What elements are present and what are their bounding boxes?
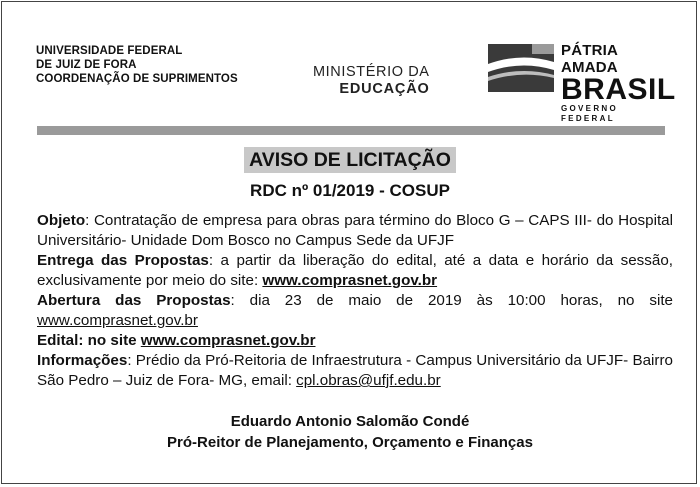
notice-subtitle: RDC nº 01/2019 - COSUP: [250, 181, 450, 200]
ministry-line-2: EDUCAÇÃO: [339, 81, 430, 97]
info-email-link[interactable]: cpl.obras@ufjf.edu.br: [296, 372, 441, 389]
organization-block: [36, 44, 238, 86]
gov-line-1: PÁTRIA AMADA: [561, 42, 618, 76]
ministry-logo: [313, 64, 430, 98]
edital-label: Edital: no site: [37, 332, 141, 349]
notice-body: [37, 211, 673, 391]
government-wordmark: [561, 42, 676, 124]
abertura-paragraph: [37, 291, 673, 331]
ministry-line-1: MINISTÉRIO DA: [313, 64, 430, 80]
info-paragraph: [37, 351, 673, 391]
info-text: : Prédio da Pró-Reitoria de Infraestrutura - Campus Universitário da UFJF- Bairro São Pedro – Juiz de Fora- MG, email:: [37, 352, 673, 389]
org-line-1: UNIVERSIDADE FEDERAL: [36, 45, 183, 57]
abertura-link[interactable]: www.comprasnet.gov.br: [37, 312, 198, 329]
edital-link[interactable]: www.comprasnet.gov.br: [140, 332, 316, 349]
objeto-paragraph: [37, 211, 673, 251]
abertura-text: : dia 23 de maio de 2019 às 10:00 horas, no site: [230, 292, 673, 309]
gov-line-2: BRASIL: [561, 73, 676, 106]
signatory-role: Pró-Reitor de Planejamento, Orçamento e Finanças: [167, 434, 533, 451]
entrega-text: : a partir da liberação do edital, até a data e horário da sessão, exclusivamente por meio do site:: [37, 252, 673, 289]
gov-line-3: GOVERNO FEDERAL: [561, 104, 618, 123]
entrega-label: Entrega das Propostas: [37, 252, 209, 269]
signature-block: [0, 411, 700, 453]
separator-bar: [37, 126, 665, 135]
government-logo: [488, 42, 676, 123]
flag-logo-icon: [488, 44, 554, 92]
notice-title: AVISO DE LICITAÇÃO: [244, 147, 456, 173]
entrega-link[interactable]: www.comprasnet.gov.br: [262, 272, 438, 289]
org-line-2: DE JUIZ DE FORA: [36, 59, 137, 71]
title-wrapper: [0, 147, 700, 173]
edital-paragraph: [37, 331, 673, 351]
objeto-text: : Contratação de empresa para obras para término do Bloco G – CAPS III- do Hospital Universitário- Unidade Dom Bosco no Campus Sede da UFJF: [37, 212, 673, 249]
abertura-label: Abertura das Propostas: [37, 292, 231, 309]
entrega-paragraph: [37, 251, 673, 291]
info-label: Informações: [37, 352, 128, 369]
objeto-label: Objeto: [37, 212, 86, 229]
org-line-3: COORDENAÇÃO DE SUPRIMENTOS: [36, 73, 238, 85]
signatory-name: Eduardo Antonio Salomão Condé: [230, 413, 470, 430]
